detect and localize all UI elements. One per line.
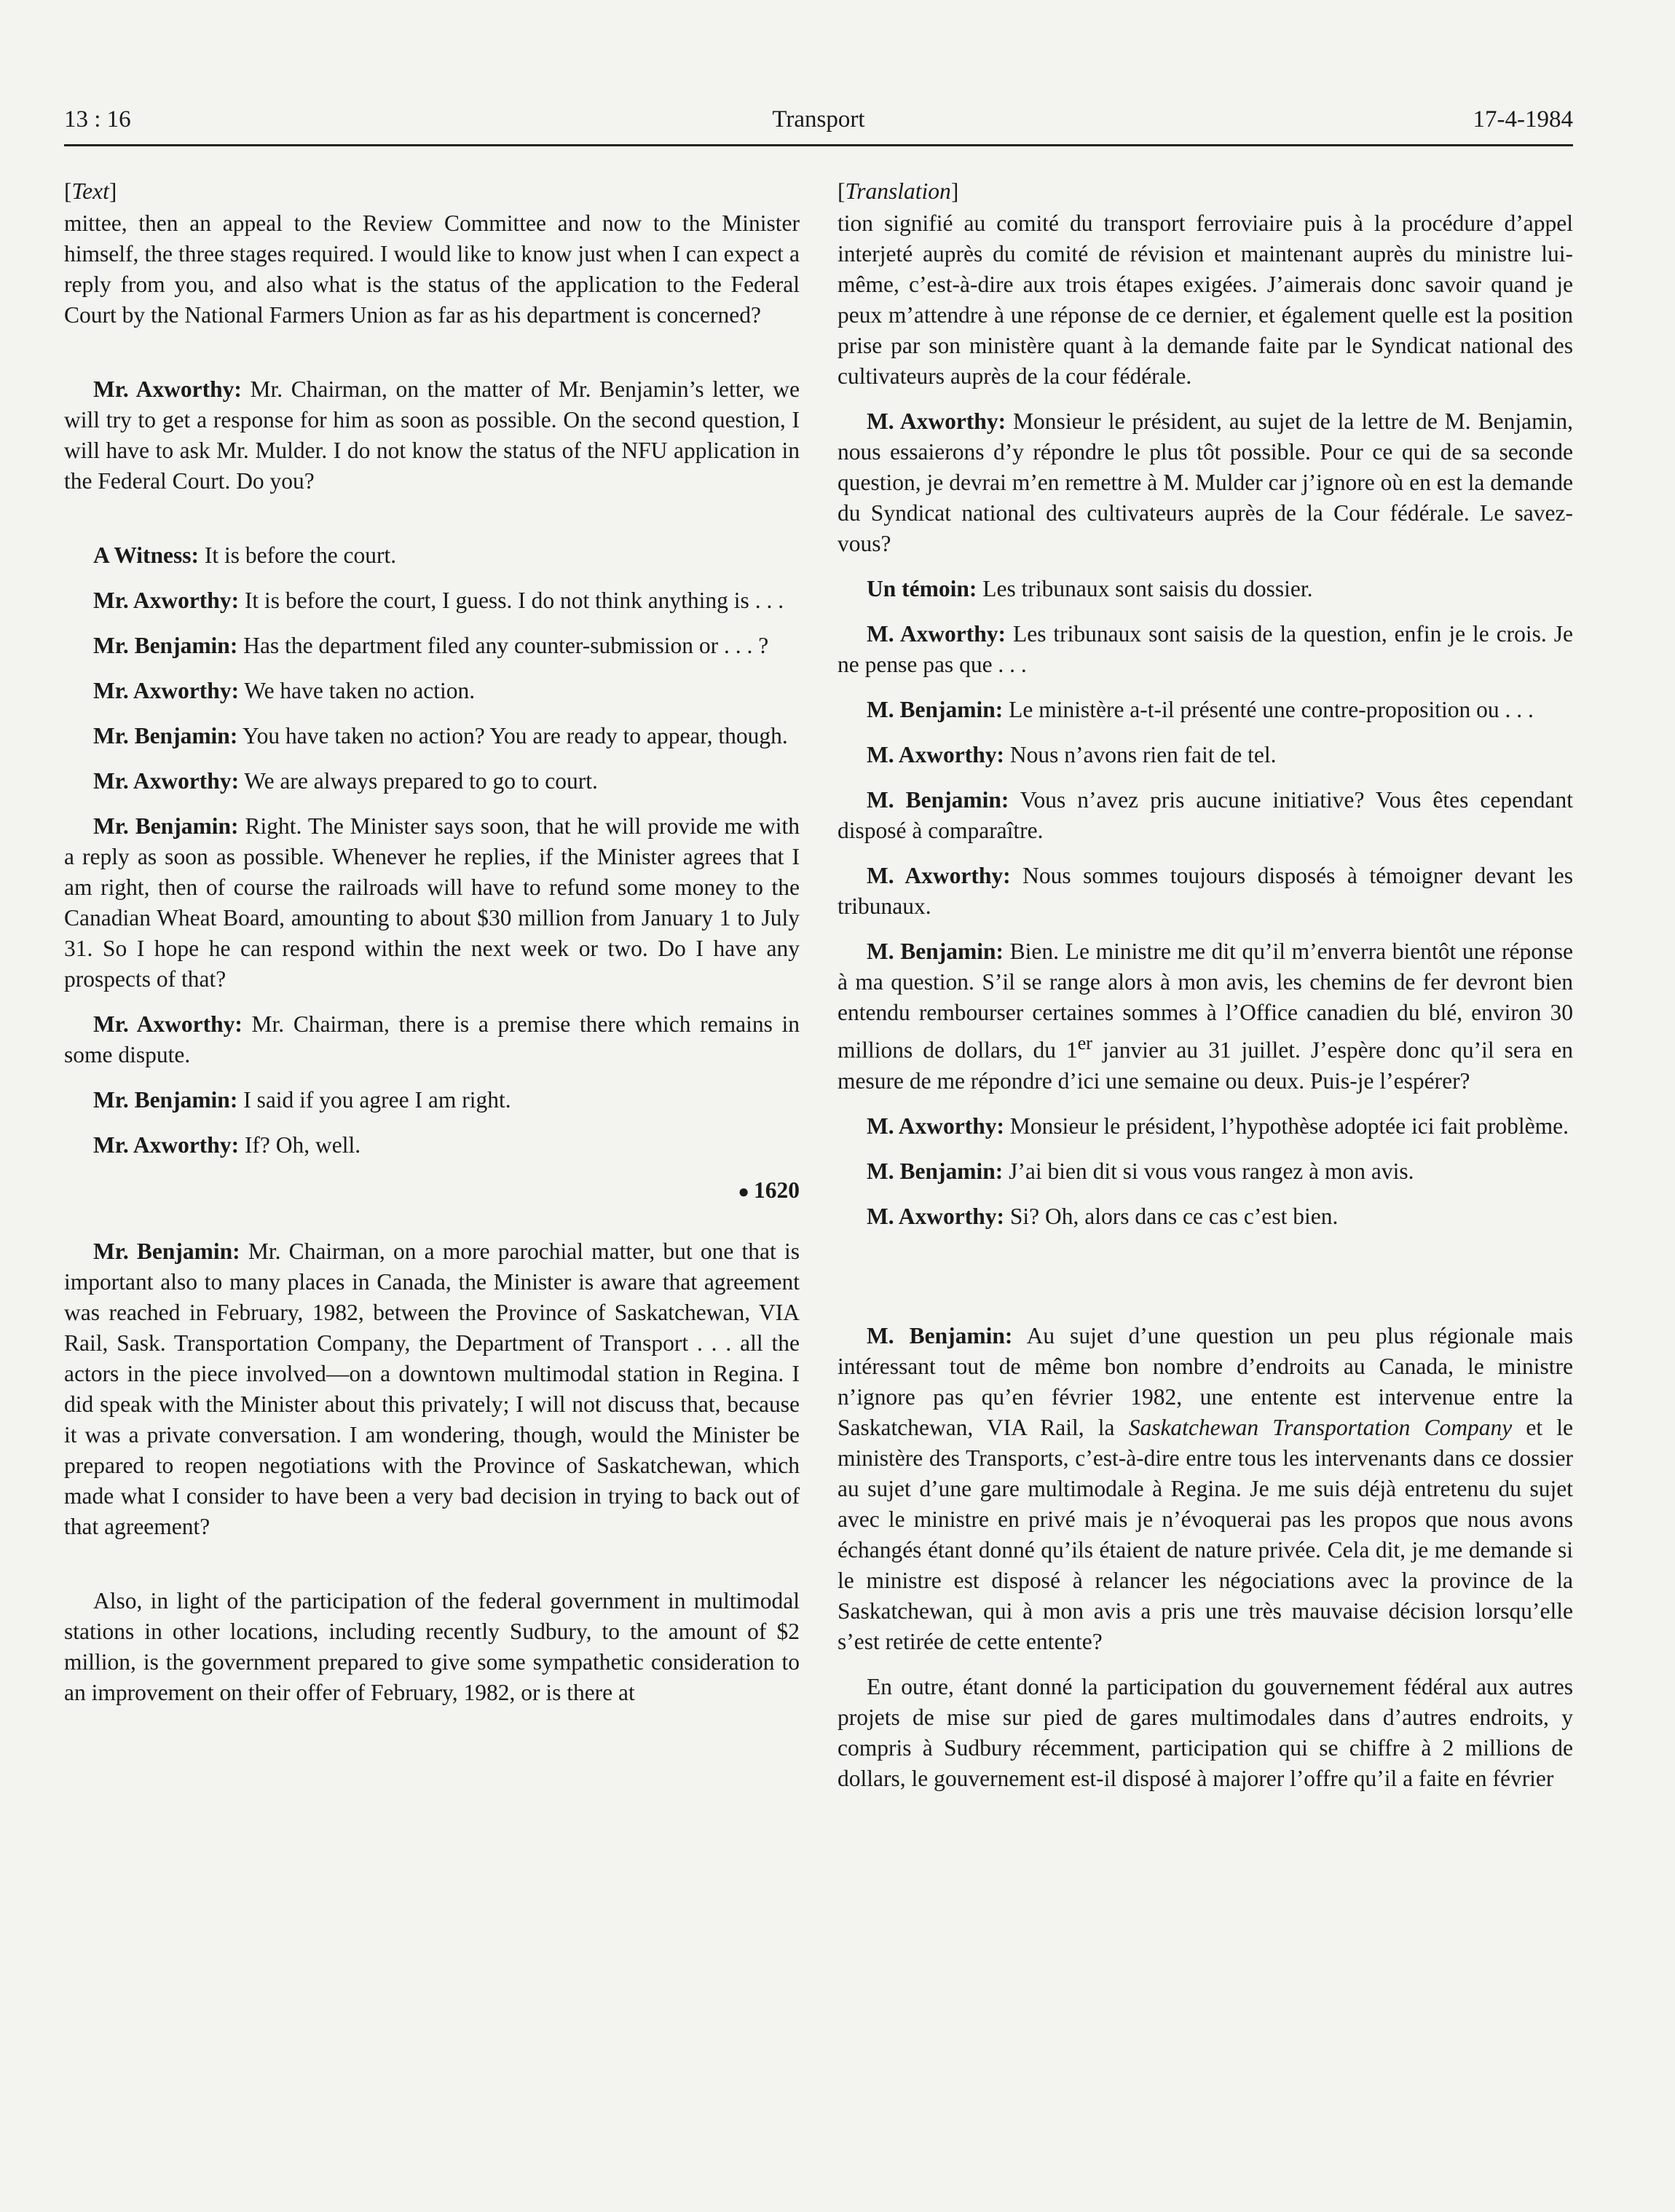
column-tag: [ Translation ] xyxy=(838,176,1573,207)
speaker: M. Axworthy: xyxy=(867,408,1006,434)
speaker: M. Benjamin: xyxy=(867,787,1009,813)
paragraph: Un témoin: Les tribunaux sont saisis du dossier. xyxy=(867,576,1313,601)
english-column xyxy=(64,176,800,1723)
paragraph: Mr. Benjamin: Mr. Chairman, on a more parochial matter, but one that is important also to many places in Canada, the Minister is aware that agreement was reached in February, 1982, between the Province of Saskatchewan, VIA Rail, Sask. Transportation Company, the Department of Transport . . . all the actors in the piece involved—on a downtown multimodal station in Regina. I did speak with the Minister about this privately; I will not discuss that, because it was a private conversation. I am wondering, though, would the Minister be prepared to reopen negotiations with the Province of Saskatchewan, which made what I consider to have been a very bad decision in trying to back out of that agreement? xyxy=(64,1239,800,1539)
speaker: Mr. Benjamin: xyxy=(93,1239,240,1264)
paragraph: M. Benjamin: J’ai bien dit si vous vous rangez à mon avis. xyxy=(867,1158,1414,1184)
paragraph: tion signifié au comité du transport ferroviaire puis à la procédure d’appel interjeté auprès du comité de révision et maintenant auprès du ministre lui-même, c’est-à-dire aux trois étapes exigées. J’aimerais donc savoir quand je peux m’attendre à une réponse de ce dernier, et également quelle est la position prise par son ministère quant à la demande faite par le Syndicat national des cultivateurs auprès de la cour fédérale. xyxy=(838,210,1573,389)
paragraph: Also, in light of the participation of the federal government in multimodal stations in other locations, including recently Sudbury, to the amount of $2 million, is the government prepared to give some sympathetic consideration to an improvement on their offer of February, 1982, or is there at xyxy=(64,1588,800,1705)
speaker: M. Axworthy: xyxy=(867,621,1006,647)
paragraph: En outre, étant donné la participation du gouvernement fédéral aux autres projets de mise sur pied de gares multimodales dans d’autres endroits, y compris à Sudbury récemment, participation qui se chiffre à 2 millions de dollars, le gouvernement est-il disposé à majorer l’offre qu’il a faite en février xyxy=(838,1673,1573,1791)
paragraph: M. Axworthy: Monsieur le président, l’hypothèse adoptée ici fait problème. xyxy=(867,1113,1569,1139)
header-date: 17-4-1984 xyxy=(1473,106,1573,133)
paragraph: Mr. Benjamin: I said if you agree I am right. xyxy=(93,1087,511,1113)
speaker: Mr. Benjamin: xyxy=(93,813,239,839)
speaker: Mr. Benjamin: xyxy=(93,633,238,658)
speaker: M. Benjamin: xyxy=(867,939,1004,964)
paragraph: M. Benjamin: Bien. Le ministre me dit qu’il m’enverra bientôt une réponse à ma question. S’il se range alors à mon avis, les chemins de fer devront bien entendu rembourser certaines sommes à l’Office canadien du blé, environ 30 millions de dollars, du 1er janvier au 31 juillet. J’espère donc qu’il sera en mesure de me répondre d’ici une semaine ou deux. Puis-je l’espérer? xyxy=(838,939,1573,1094)
paragraph: Mr. Axworthy: We are always prepared to go to court. xyxy=(93,768,598,794)
paragraph: M. Axworthy: Nous n’avons rien fait de tel. xyxy=(867,742,1277,767)
paragraph: Mr. Benjamin: You have taken no action? You are ready to appear, though. xyxy=(93,723,788,748)
speaker: M. Axworthy: xyxy=(867,863,1011,888)
speaker: M. Axworthy: xyxy=(867,1203,1004,1229)
speaker: Mr. Benjamin: xyxy=(93,1087,238,1113)
column-tag: [ Text ] xyxy=(64,176,800,207)
french-column xyxy=(838,176,1573,1809)
page-header xyxy=(64,106,1573,143)
speaker: Mr. Axworthy: xyxy=(93,376,242,402)
paragraph: M. Axworthy: Les tribunaux sont saisis de la question, enfin je le crois. Je ne pense pas que . . . xyxy=(838,621,1573,677)
speaker: M. Benjamin: xyxy=(867,1158,1004,1184)
paragraph: mittee, then an appeal to the Review Committee and now to the Minister himself, the three stages required. I would like to know just when I can expect a reply from you, and also what is the status of the application to the Federal Court by the National Farmers Union as far as his department is concerned? xyxy=(64,210,800,328)
paragraph: Mr. Benjamin: Right. The Minister says soon, that he will provide me with a reply as soon as possible. Whenever he replies, if the Minister agrees that I am right, then of course the railroads will have to refund some money to the Canadian Wheat Board, amounting to about $30 million from January 1 to July 31. So I hope he can respond within the next week or two. Do I have any prospects of that? xyxy=(64,813,800,992)
bullet-icon: ● xyxy=(738,1181,749,1202)
running-title: Transport xyxy=(772,106,865,133)
paragraph: M. Axworthy: Si? Oh, alors dans ce cas c’est bien. xyxy=(867,1203,1339,1229)
header-rule xyxy=(64,144,1573,146)
speaker: Mr. Axworthy: xyxy=(93,588,240,613)
page-reference: 13 : 16 xyxy=(64,106,131,133)
paragraph: A Witness: It is before the court. xyxy=(93,542,397,568)
speaker: Un témoin: xyxy=(867,576,977,601)
speaker: Mr. Axworthy: xyxy=(93,768,240,794)
paragraph: M. Axworthy: Monsieur le président, au sujet de la lettre de M. Benjamin, nous essaierons d’y répondre le plus tôt possible. Pour ce qui de sa seconde question, je devrai m’en remettre à M. Mulder car j’ignore où en est la demande du Syndicat national des cultivateurs auprès de la Cour fédérale. Le savez-vous? xyxy=(838,408,1573,556)
paragraph: Mr. Axworthy: If? Oh, well. xyxy=(93,1132,361,1158)
paragraph: M. Benjamin: Au sujet d’une question un peu plus régionale mais intéressant tout de même bon nombre d’endroits au Canada, le ministre n’ignore pas qu’en février 1982, une entente est intervenue entre la Saskatchewan, VIA Rail, la Saskatchewan Transportation Company et le ministère des Transports, c’est-à-dire entre tous les intervenants dans ce dossier au sujet d’une gare multimodale à Regina. Je me suis déjà entretenu du sujet avec le ministre en privé mais je n’évoquerai pas les propos que nous avons échangés étant donné qu’ils étaient de nature privée. Cela dit, je me demande si le ministre est disposé à relancer les négociations avec la province de la Saskatchewan, qui à mon avis a pris une très mauvaise décision lorsqu’elle s’est retirée de cette entente? xyxy=(838,1322,1574,1654)
speaker: Mr. Axworthy: xyxy=(93,1011,243,1037)
paragraph: Mr. Benjamin: Has the department filed any counter-submission or . . . ? xyxy=(93,633,769,658)
paragraph: M. Benjamin: Le ministère a-t-il présenté une contre-proposition ou . . . xyxy=(867,697,1534,722)
time-marker: ● 1620 xyxy=(738,1177,800,1203)
speaker: M. Axworthy: xyxy=(867,742,1004,767)
speaker: M. Axworthy: xyxy=(867,1113,1004,1139)
paragraph: Mr. Axworthy: Mr. Chairman, there is a premise there which remains in some dispute. xyxy=(64,1011,800,1067)
speaker: M. Benjamin: xyxy=(867,697,1004,722)
speaker: A Witness: xyxy=(93,542,199,568)
paragraph: Mr. Axworthy: It is before the court, I guess. I do not think anything is . . . xyxy=(93,588,784,613)
paragraph: M. Benjamin: Vous n’avez pris aucune initiative? Vous êtes cependant disposé à comparaître. xyxy=(838,787,1574,843)
paragraph: Mr. Axworthy: We have taken no action. xyxy=(93,678,476,703)
speaker: M. Benjamin: xyxy=(867,1322,1013,1348)
speaker: Mr. Benjamin: xyxy=(93,723,238,748)
paragraph: M. Axworthy: Nous sommes toujours disposés à témoigner devant les tribunaux. xyxy=(838,863,1573,919)
speaker: Mr. Axworthy: xyxy=(93,678,240,703)
paragraph: Mr. Axworthy: Mr. Chairman, on the matter of Mr. Benjamin’s letter, we will try to get a response for him as soon as possible. On the second question, I will have to ask Mr. Mulder. I do not know the status of the NFU application in the Federal Court. Do you? xyxy=(64,376,800,494)
speaker: Mr. Axworthy: xyxy=(93,1132,240,1158)
